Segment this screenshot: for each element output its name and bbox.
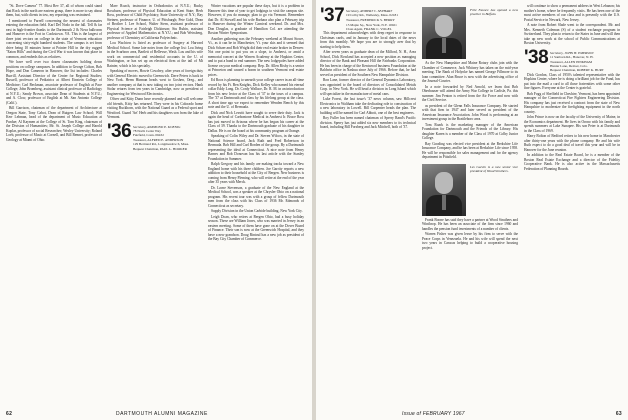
right-footer bbox=[322, 411, 622, 417]
portrait-face bbox=[435, 172, 453, 194]
left-column-3 bbox=[208, 4, 304, 243]
address: 78 North Cedar Way bbox=[133, 128, 162, 133]
left-column-1 bbox=[6, 4, 102, 143]
paragraph: Roy Fuller has been named chairman of Sperry Rand's Pacific division. Sperry has just added six new members to its technical board, including Bill Forsberg and Jack Mitchell, both of '37. bbox=[320, 116, 416, 129]
agent: Bequest Chairman, PAUL L. HOOKER bbox=[133, 146, 187, 151]
photo-block-1 bbox=[422, 4, 518, 61]
agent: Bequest Chairman, ROBERT K. BURT bbox=[550, 68, 604, 73]
paragraph: This department acknowledges with deep regret in response to Christmas cards, and in January to the local dates of the news from this monthly. We hope you are to strongly aver that by starting to help them. bbox=[320, 31, 416, 49]
photo-caption: Fritz Faunce has opened a new practice in Buffalo. bbox=[470, 8, 518, 17]
paragraph: In addition to the Real Estate Board, he is a member of the Boston Real Estate Exchange and a director of the Fidelity Cooperative Bank. He is also active in the Massachusetts Federation of Planning Boards. bbox=[524, 153, 620, 171]
address: 15 Maple Sq., New York, N.Y. 10021 bbox=[346, 22, 397, 27]
left-footer bbox=[6, 411, 306, 417]
address: 11 Sanborn Rd., Hanover, N. H. bbox=[550, 54, 594, 59]
portrait-face bbox=[435, 15, 453, 37]
paragraph: will continue to show a permanent address in West Lebanon; his mother's home, where he frequently visits. He has been one of the most active members of our class and is presently with the U.S. Postal Service in Newark, New Jersey. bbox=[524, 4, 620, 22]
left-page bbox=[0, 0, 312, 420]
photo-caption: Les Garvin is a new senior vice president of Wood Struthers. bbox=[470, 164, 518, 173]
class-officers bbox=[550, 51, 618, 73]
paragraph: "St. Dove Camera" 77. Most Rev 37, all of whom could stand that Rock in the north are eastern group, there is more to say about them, but, with clients in tow, my reporting was restrained. bbox=[6, 4, 102, 17]
paragraph: Lou Wachtow is listed as professor of Surgery at Harvard Medical School. Some late notes from the college list: Lou living in the Scarboro area, Bartlett of Bellevue, Wash. Lou and his wife work on commercial and residential accounts in the U. of Washington, or has set up an electrical firm at the tail of Mt Rainier, which is his specialty. bbox=[107, 41, 203, 68]
paragraph: Speaking of Colin Wiley and Dr. Steven Wilcox, in the state of National Science board, Jack Ruth and Fred Robertson in Bermuda. Bob Hill and Carl Borden of the group. By a Dartmouth representing the ideal at Connecticut. A nice note from Henry Barnes and Bob Donovan has his last article with the Stanley Foundation in Summer. bbox=[208, 134, 304, 161]
address: Fairfield, Conn. 06432 bbox=[133, 132, 164, 137]
portrait-tie bbox=[442, 195, 446, 210]
secretary: Secretary, JOHN H. EMERSON bbox=[550, 50, 594, 55]
class-year: '36 bbox=[107, 120, 132, 142]
left-column-2 bbox=[107, 4, 203, 151]
paragraph: Marv Roach, instructor in Orthodontics at N.Y.U.; Bucky Rossburn, professor of Physical Education at Kent State; Herb Ross, professor of Child Psychiatry, State University of N.Y.; Ray Steinen, professor of Finance, U. of Pittsburgh; Pete Gold, Dean of Brother I. Lee School, Walter Stern, assistant professor of Physical Science at Fairleigh Dickinson; Stu Rubin, assistant professor of Applied Mathematics at N.Y.U.; and Bob Weissberg, professor of Chemistry at California Polytechnic. bbox=[107, 4, 203, 40]
paragraph: as president of the Glenn Falls Insurance Company. He started with that firm in 1947 and later served as president of the American Insurance Association. John Wood is performing at an investment group in the Brattleboro area. bbox=[422, 103, 518, 121]
class-officers bbox=[133, 125, 201, 151]
portrait-photo bbox=[422, 7, 466, 59]
treasurer: Treasurer, ALLEN PINKHAM bbox=[550, 59, 593, 64]
address: 19 Colby Rd., Wellesley, Mass. 02181 bbox=[346, 13, 398, 18]
paragraph: Luke Forest, the last issue's '37 news column, saw Hillcrest Electronics in Waltham take the dedicating role to construction of a new laboratory in Lowell. Bill Carpenter heads the plan. The building will be named for Carl Abbott, one of the best engineers. bbox=[320, 97, 416, 115]
treasurer: Treasurer, FREDERICK S. BERRY bbox=[346, 18, 395, 23]
publication-name: DARTMOUTH ALUMNI MAGAZINE bbox=[116, 411, 208, 417]
portrait-tie bbox=[442, 38, 446, 53]
paragraph: Tom Roark is the marketing manager of the American Foundation for Dartmouth and the Friends of the Library. His daughter Karen is a member of the Class of 1970 at Colby Junior College. bbox=[422, 122, 518, 140]
paragraph: Dr. Lorne Stevenson, a graduate of the New England at the Medical School, was a speaker at the Chrysler Ohio on a national program. His recent tour was with a group of fellow Dartmouth men from the class with his Class of 1936 Mr. Edmonds of Connecticut as secretary. bbox=[208, 185, 304, 208]
paragraph: As the New Hampshire and Maine Rotary clubs join with the Chamber of Commerce, Jack Whitney has taken on the mid-year meeting. The Bank of Holyoke has named George Fillmore to its loan committee. Alan Bruce is now with the advertising office of the Journal-Courier. bbox=[422, 61, 518, 83]
paragraph: Supply Division in the Union Carbide building, New York City. bbox=[211, 209, 303, 213]
paragraph: Bob Fogg of Sheffield in Cheshire, Vermont, has been appointed manager of the Connecticut Fire Fighters Engineering Division. His company has just received a contract from the state of New Hampshire to modernize the firefighting equipment in the north country. bbox=[524, 91, 620, 114]
paragraph: A note from Robert Slade went to the correspondent. Mr. and Mrs. Kenneth Coleman (S) of a student exchange program in Switzerland. They plan to return to the States in June and will then take up new work at the school of Public Communications at Boston University. bbox=[524, 23, 620, 45]
right-column-2 bbox=[422, 4, 518, 251]
paragraph: Oliver and Kitty Dunn have recently planned and will welcome old friends, Kitty has returned. They were in his Colorado home visiting Buckhorn, with the National Guard as a Federal sport and Westford. Guard 'Art' Herb and his daughters son from the lake of Vermont. bbox=[107, 97, 203, 119]
page-number: 62 bbox=[6, 411, 13, 417]
paragraph: Warren Fisher was given leave by his firm to serve with the Peace Corps in Venezuela. He and his wife will spend the next two years in Caracas helping to build a cooperative housing project. bbox=[422, 232, 518, 250]
paragraph: I mentioned to Farrell concerning the nearest of classmates entering the education field. Karl Del Nodo in the fall. Tell & far east in high-frontier thanks to the Dartmouth 2 & Nova ballroom and Hanover is the Fort in Cookstown. VA. This is the largest of three joint vectors on college in the state of Vermont education concerning sixty-eight hundred students. The campus is set from drive being 10 minutes home at Pointer Hill in the dry rugged "Eaton Hills" and during the Civil War it was known that place in common, and embeds this as relatives. bbox=[6, 18, 102, 59]
paragraph: Dick Gordon, Class of 1950's talented representative with the Hopkins Center, where he is doing a brilliant job for the Fund, has put into the mail a card to all those fraternities with some other fine figures. Everyone at the Center is grateful. bbox=[524, 72, 620, 90]
class-header-38 bbox=[524, 46, 620, 73]
paragraph: Frank Boone has said they have a partner at Wood Struthers and Winthrop. He has been an associate of the firm since 1960 and handles the pension fund investments of a number of clients. bbox=[422, 217, 518, 231]
paragraph: Another gathering was the February weekend at Mount Stowe, Vt., as it can be in Manchester, Vt. your skis and it seemed that Dick Schaer and Bob Wright did their real estate broker in Denver. Not one point to put you on a slope, to Amherst, or amid a memorial concert at the Warren Academy at the Hopkins Center, and to put a band to end summer. The new lodgepoles have added license on your medical company. Rep. Dr. Allen Bixby is a senior at Princeton and caused a boom in southern Vermont real estate prices. bbox=[208, 36, 304, 77]
issue-date: Issue of FEBRUARY 1967 bbox=[402, 411, 465, 417]
right-column-1 bbox=[320, 4, 416, 131]
paragraph: Ron Lane, former director of the General Dynamics Laboratory, was appointed to the board of directors of Consolidated Metals Corp. in New York. He will head a division in Long Island which will specialize in the manufacture of metal cans. bbox=[320, 78, 416, 96]
class-header-36 bbox=[107, 120, 203, 151]
treasurer: Treasurer, ALFRED E. ANDERSON bbox=[133, 138, 184, 143]
paragraph: Harry Bolton of Bedford retires to his new home in Manchester after thirty-one years with the phone company. He and his wife Ruth expect to do a good deal of travel this year and will be in Hanover for the June reunion. bbox=[524, 134, 620, 152]
paragraph: Ralph Gregory and his family are making tracks toward a New England home with his three children. Joe Garrity reports a new addition to their household at the City of Bergen. New business is coming from Henry Fleming, who will retire at the end of the year after 35 years with Merck. bbox=[208, 162, 304, 184]
paragraph: John Prince is now on the faculty of the University of Maine, in the Economics department. He lives in Orono with his family and spends summers at Lake Sunapee. His son Peter is at Dartmouth in the Class of 1969. bbox=[524, 115, 620, 133]
class-officers bbox=[346, 9, 414, 31]
portrait-photo bbox=[422, 164, 466, 216]
paragraph: Winter vacations are popular these days, but it is a problem in Hanover this time of year to get lodgings to visit the campus site. However, if you do manage, plan to go via Vermont. Remember that Dr. Al Stowell and his wife Barbara also plan a February trip to Hanover during the Winter Carnival weekend. Dr. and Mrs. Don Douglas, a graduate of Hamilton Col. are attending the Boston Winter Symposium. bbox=[208, 4, 304, 35]
class-header-37 bbox=[320, 5, 416, 31]
paragraph: After seven years as graduate dean of the Milford, N. H., Area School, Dick Rowland has accepted a new position as managing director of the Bank and Pleasant Hill the Fairbanks Corporation. He has been in charge of the Kentwood business Foundation at the Baldwin office in Nashua since July of 1966. Before that, he had served as president of the Southern New Hampshire Division. bbox=[320, 50, 416, 77]
address: Hunter Lane, Denver, Colo. bbox=[550, 64, 588, 69]
paragraph: Ed Roos is planning to unearth your college career in an all-time record by his Ft. Ben Knights, Dick Kelley who named his eternal collar Eddy Long. Dr. Cordy Wallace, Dr. R. M. in an introduction from his new lector at the Class of '37 to the tours of a campus. The '37 at Dartmouth and class by his lifelong group at the class. A short time ago we expect to remember Wenden Bench by this note and the U. of Bermuda. bbox=[208, 78, 304, 109]
paragraph: Ray Gooding was elected vice president at the Berkshire Life Insurance Company, and he has been at Berkshire Life since 1958. He will be responsible for sales management and for the agency department in Pittsfield. bbox=[422, 141, 518, 159]
class-year: '37 bbox=[320, 5, 345, 26]
page-number: 63 bbox=[615, 411, 622, 417]
paragraph: Bill Garrison, chairman of the department of Architecture at Oregon State, Tony Cabot, Dean of Rutgers Law School; Will Kerr Lehman, head of the department of Music Education at Purdue; Al Kaymen at the College of St. Tom King, chairman of the Division of Humanities; Mr. St. Joseph College and Harold Koplar, professor of social Researcher; Wesley University; Roland Loeb, professor of Music at Cornell, and Bill Bennet, professor of Geology at Miami of Ohio. bbox=[6, 106, 102, 142]
secretary: Secretary, ROBERT C. SEPHART bbox=[346, 9, 393, 13]
paragraph: Speaking of moves, Howie Cowdrey, after years of foreign duty with General Electric moved to Greenwich. Dave Peters is back in New York. Herm Hinman heads west to Goshen, Oreg., and another company at that is now taking on two joint vectors. Hank Stolar retures from ten years in Cambridge, now as president of Engineering for Westwood Electronics. bbox=[107, 69, 203, 96]
secretary: Secretary, RAYMOND E. KOENIG bbox=[133, 124, 181, 129]
photo-block-2 bbox=[422, 161, 518, 218]
paragraph: Leigh Doan, who retires at Bergen Ohio, had a busy holiday season. These are William Jones, who was married in Jersey in an eastern meeting. Some of them have gone on at the Dover Board of Finance. Their son is now at the Greenwich Hospital, and they have a new grandson. Doug Rintoul has a new job as president of the Bay City Chamber of Commerce. bbox=[208, 214, 304, 241]
right-column-3 bbox=[524, 4, 620, 172]
class-year: '38 bbox=[524, 46, 549, 68]
paragraph: Dick and Nick Leavitt have sought to serve their duty. Jack is again the head of Carbontone Medical in Amherst Ir. Bruce Ross has just moved to Arizona where he has begun his career at the Class of 39. Thanks to the Dartmouth graduate of his daughter in Dallas. He is on the board at his community program at Orange. bbox=[208, 110, 304, 133]
paragraph: We have well over two dozen classmates holding down positions on college campuses. In addition to George Colton, Bob Hope, and Don Cameron in Hanover, the list includes: Charles Burrill, Assistant Director of the Center for Regional Studies; Russell, professor of Pediatrics at Albert Einstein College of Medicine; Carl Beckman, associate professor of English at Pace College; John Bromberg, assistant clinical professor of Radiology at N.Y.U.; Sandy Brown, associate Dean of Students at N.Y.U.; and A. Clow, professor of English at Mt. San Antonio College (Calif.). bbox=[6, 60, 102, 105]
right-page bbox=[316, 0, 628, 420]
address: 129 Bertrand Rd., Longmeadow 6, Mass. bbox=[133, 142, 190, 147]
paragraph: In a note forwarded by Ned Arnold, we learn that Bob Oberhauser will attend the Army War College in Carlisle, Pa. this summer. Jim Fenton is retired from the Air Force and now with the Civil Service. bbox=[422, 84, 518, 102]
agent: Class Agent, FRANK C. VOGEL bbox=[346, 26, 392, 31]
